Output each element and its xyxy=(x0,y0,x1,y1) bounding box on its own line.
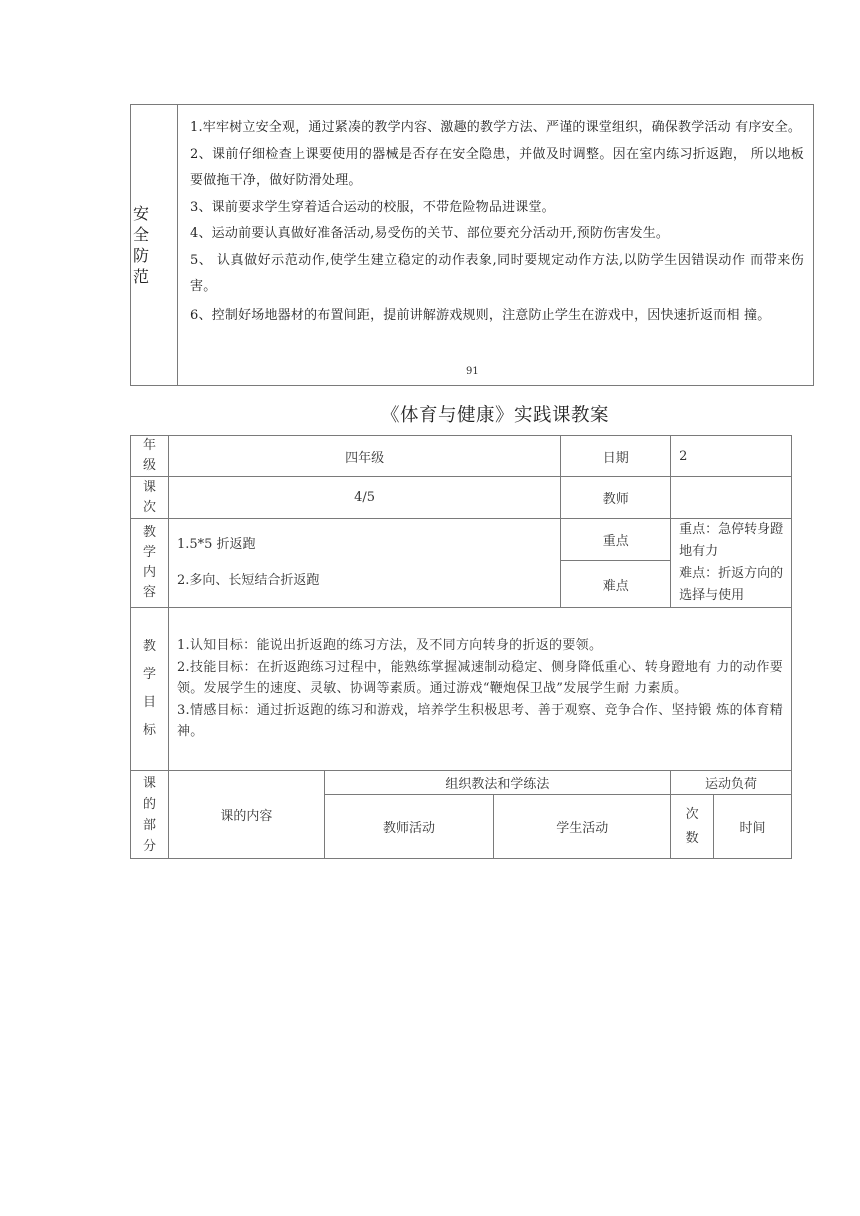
safety-label-char: 安 xyxy=(133,204,150,223)
key-label: 重点 xyxy=(561,519,671,561)
section-label-char: 分 xyxy=(142,838,156,854)
count-header xyxy=(671,795,714,859)
lesson-label xyxy=(131,477,169,519)
teacher-label: 教师 xyxy=(561,477,671,519)
safety-item-3: 3、课前要求学生穿着适合运动的校服，不带危险物品进课堂。 xyxy=(190,199,555,215)
safety-item-1: 1.牢牢树立安全观，通过紧凑的教学内容、激趣的教学方法、严谨的课堂组织，确保教学活动 有序安全。 xyxy=(190,120,802,135)
teacher-value xyxy=(671,477,792,519)
safety-item-4: 4、运动前要认真做好准备活动,易受伤的关节、部位要充分活动开,预防伤害发生。 xyxy=(190,226,670,241)
lesson-label-char: 课 xyxy=(142,479,156,495)
date-value: 2 xyxy=(671,436,792,477)
section-label-char: 课 xyxy=(142,775,156,791)
count-header-char: 数 xyxy=(685,830,699,846)
grade-label-char: 级 xyxy=(142,458,156,473)
safety-table xyxy=(130,104,814,386)
lesson-plan-table xyxy=(130,435,792,859)
goals-label xyxy=(131,608,169,771)
difficulty-text: 难点：折返方向的选择与使用 xyxy=(679,566,784,603)
safety-label-char: 防 xyxy=(133,246,150,265)
content-item-1: 1.5*5 折返跑 xyxy=(176,537,256,552)
key-text: 重点：急停转身蹬地有力 xyxy=(679,522,784,559)
goals-label-char: 目 xyxy=(142,695,156,710)
time-header: 时间 xyxy=(714,795,792,859)
load-column-header: 运动负荷 xyxy=(671,771,792,795)
date-label: 日期 xyxy=(561,436,671,477)
section-label xyxy=(131,771,169,859)
lesson-value: 4/5 xyxy=(168,477,560,519)
goal-affective: 3.情感目标：通过折返跑的练习和游戏，培养学生积极思考、善于观察、竞争合作、坚持锻 炼的体育精神。 xyxy=(176,702,783,740)
content-item-2: 2.多向、长短结合折返跑 xyxy=(176,573,320,588)
content-label-char: 内 xyxy=(142,565,156,580)
goals-label-char: 标 xyxy=(142,723,156,738)
method-column-header: 组织教法和学练法 xyxy=(324,771,670,795)
lesson-label-char: 次 xyxy=(142,499,156,515)
content-column-header: 课的内容 xyxy=(168,771,324,859)
content-label-char: 学 xyxy=(142,545,156,560)
goals-content xyxy=(168,608,791,771)
content-label-char: 容 xyxy=(142,585,156,600)
count-header-char: 次 xyxy=(685,806,699,822)
teacher-activity-header: 教师活动 xyxy=(324,795,494,859)
content-label xyxy=(131,519,169,608)
goals-label-char: 教 xyxy=(142,639,156,654)
goals-label-char: 学 xyxy=(142,667,156,682)
grade-label xyxy=(131,436,169,477)
safety-item-2: 2、课前仔细检查上课要使用的器械是否存在安全隐患，并做及时调整。因在室内练习折返跑， 所以地板要做拖干净，做好防滑处理。 xyxy=(190,146,804,188)
content-items xyxy=(168,519,560,608)
goal-cognitive: 1.认知目标：能说出折返跑的练习方法，及不同方向转身的折返的要领。 xyxy=(176,638,603,654)
safety-label-char: 全 xyxy=(133,225,150,244)
goal-skill: 2.技能目标：在折返跑练习过程中，能熟练掌握减速制动稳定、侧身降低重心、转身蹬地有 力的动作要领。发展学生的速度、灵敏、协调等素质。通过游戏“鞭炮保卫战”发展学生耐 力素质。 xyxy=(176,659,783,697)
page-number: 91 xyxy=(466,366,479,377)
safety-item-6: 6、控制好场地器材的布置间距，提前讲解游戏规则，注意防止学生在游戏中，因快速折返而相 撞。 xyxy=(190,307,771,323)
document-title: 《体育与健康》实践课教案 xyxy=(380,405,609,426)
difficulty-label: 难点 xyxy=(561,561,671,608)
key-difficulty xyxy=(671,519,792,608)
grade-label-char: 年 xyxy=(142,438,156,453)
safety-label xyxy=(131,105,178,386)
section-label-char: 的 xyxy=(142,796,156,812)
section-label-char: 部 xyxy=(142,817,156,833)
content-label-char: 教 xyxy=(142,525,156,540)
safety-item-5: 5、 认真做好示范动作,使学生建立稳定的动作表象,同时要规定动作方法,以防学生因错误动作 而带来伤害。 xyxy=(190,252,804,294)
student-activity-header: 学生活动 xyxy=(494,795,671,859)
safety-content xyxy=(178,105,814,386)
grade-value: 四年级 xyxy=(168,436,560,477)
safety-label-char: 范 xyxy=(133,267,150,286)
